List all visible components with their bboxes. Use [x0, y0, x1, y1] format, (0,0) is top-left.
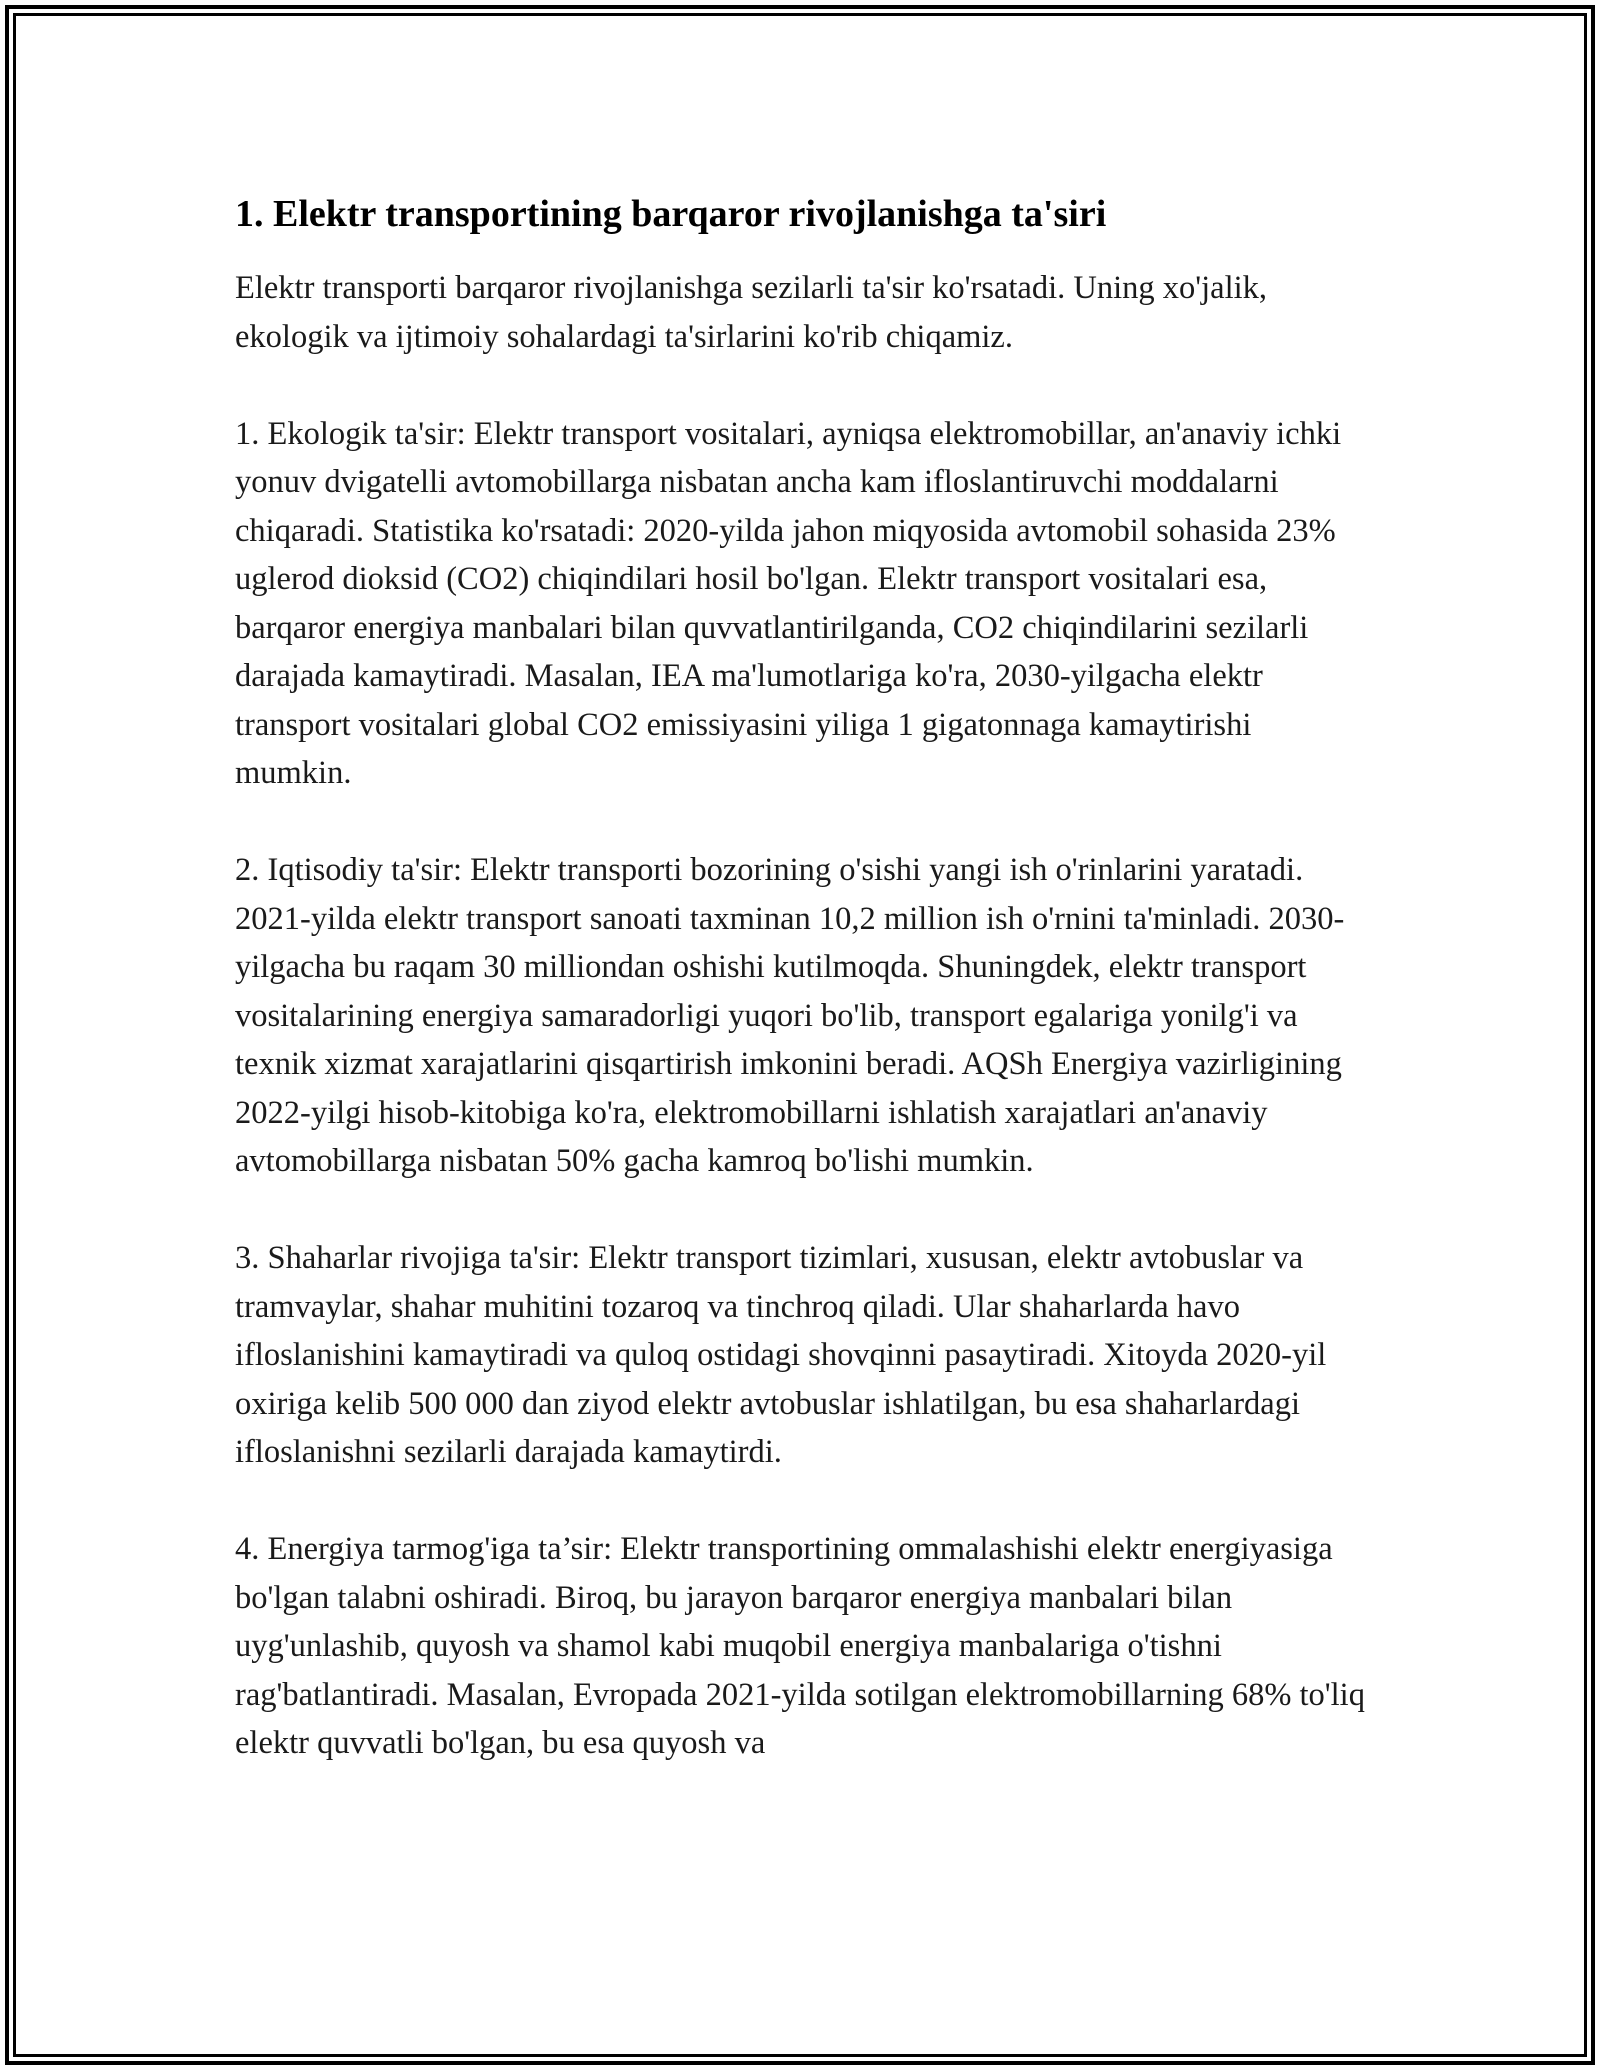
document-title: 1. Elektr transportining barqaror rivojlanishga ta'siri [235, 193, 1107, 235]
urban-impact-paragraph: 3. Shaharlar rivojiga ta'sir: Elektr transport tizimlari, xususan, elektr avtobuslar va tramvaylar, shahar muhitini tozaroq va tinchroq qiladi. Ular shaharlarda havo ifloslanishini kamaytiradi va quloq ostidagi shovqinni pasaytiradi. Xitoyda 2020-yil oxiriga kelib 500 000 dan ziyod elektr avtobuslar ishlatilgan, bu esa shaharlardagi ifloslanishni sezilarli darajada kamaytirdi. [235, 1240, 1327, 1470]
ecological-impact-paragraph: 1. Ekologik ta'sir: Elektr transport vositalari, ayniqsa elektromobillar, an'anaviy ichki yonuv dvigatelli avtomobillarga nisbatan ancha kam ifloslantiruvchi moddalarni chiqaradi. Statistika ko'rsatadi: 2020-yilda jahon miqyosida avtomobil sohasida 23% uglerod dioksid (CO2) chiqindilari hosil bo'lgan. Elektr transport vositalari esa, barqaror energiya manbalari bilan quvvatlantirilganda, CO2 chiqindilarini sezilarli darajada kamaytiradi. Masalan, IEA ma'lumotlariga ko'ra, 2030-yilgacha elektr transport vositalari global CO2 emissiyasini yiliga 1 gigatonnaga kamaytirishi mumkin. [235, 415, 1342, 791]
document-body [235, 190, 1370, 1768]
economic-impact-paragraph: 2. Iqtisodiy ta'sir: Elektr transporti bozorining o'sishi yangi ish o'rinlarini yaratadi. 2021-yilda elektr transport sanoati taxminan 10,2 million ish o'rnini ta'minladi. 2030-yilgacha bu raqam 30 milliondan oshishi kutilmoqda. Shuningdek, elektr transport vositalarining energiya samaradorligi yuqori bo'lib, transport egalariga yonilg'i va texnik xizmat xarajatlarini qisqartirish imkonini beradi. AQSh Energiya vazirligining 2022-yilgi hisob-kitobiga ko'ra, elektromobillarni ishlatish xarajatlari an'anaviy avtomobillarga nisbatan 50% gacha kamroq bo'lishi mumkin. [235, 852, 1345, 1179]
energy-grid-impact-paragraph: 4. Energiya tarmog'iga ta’sir: Elektr transportining ommalashishi elektr energiyasiga bo'lgan talabni oshiradi. Biroq, bu jarayon barqaror energiya manbalari bilan uyg'unlashib, quyosh va shamol kabi muqobil energiya manbalariga o'tishni rag'batlantiradi. Masalan, Evropada 2021-yilda sotilgan elektromobillarning 68% to'liq elektr quvvatli bo'lgan, bu esa quyosh va [235, 1531, 1365, 1761]
intro-paragraph: Elektr transporti barqaror rivojlanishga sezilarli ta'sir ko'rsatadi. Uning xo'jalik, ekologik va ijtimoiy sohalardagi ta'sirlarini ko'rib chiqamiz. [235, 270, 1268, 355]
